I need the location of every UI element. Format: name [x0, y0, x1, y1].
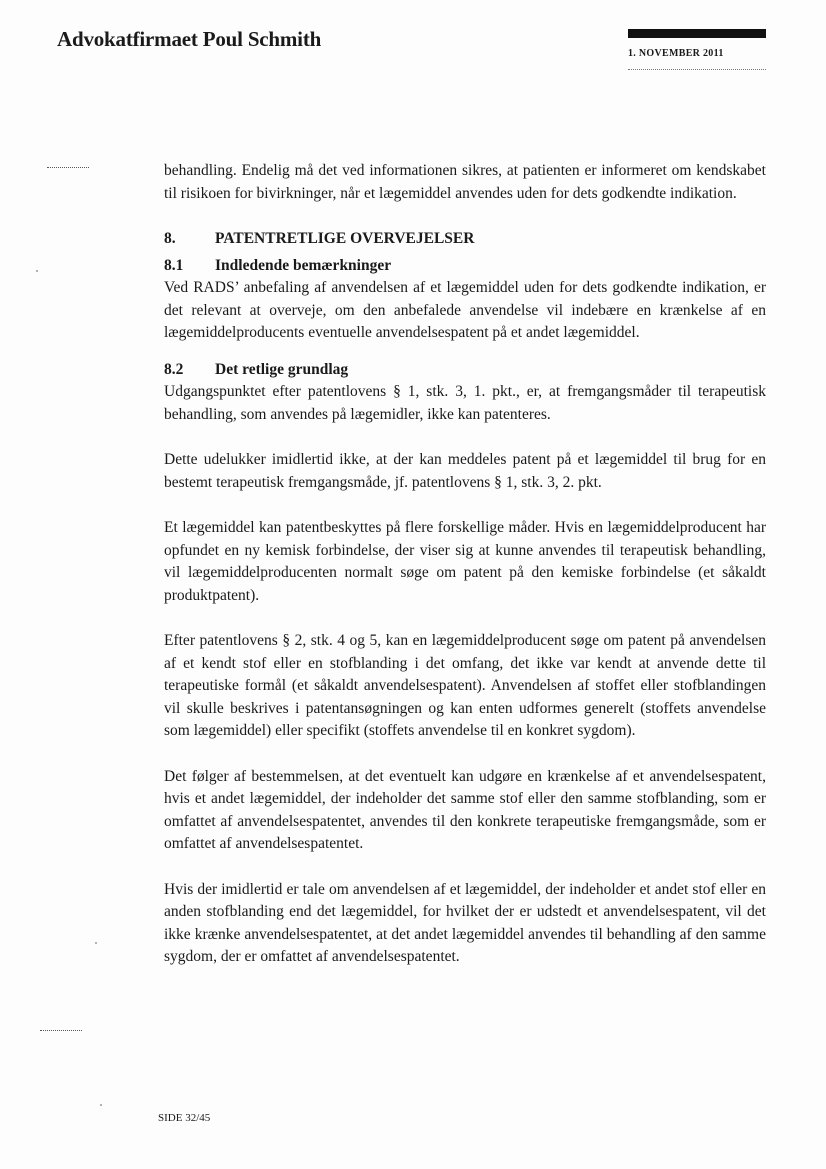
intro-paragraph: behandling. Endelig må det ved informationen sikres, at patienten er informeret om kendskabet til risikoen for bivirkninger, når et lægemiddel anvendes uden for dets godkendte indikation.	[164, 162, 766, 202]
page-number: SIDE 32/45	[158, 1112, 211, 1124]
document-date: 1. NOVEMBER 2011	[628, 48, 724, 59]
subsection-title: Det retlige grundlag	[215, 360, 349, 378]
header-bar	[628, 29, 766, 38]
subsection-heading-8-2	[164, 359, 766, 382]
paragraph-8-2-4: Efter patentlovens § 2, stk. 4 og 5, kan en lægemiddelproducent søge om patent på anvendelsen af et kendt stof eller en stofblanding i det omfang, det ikke var kendt at anvende dette til terapeutiske formål (et såkaldt anvendelsespatent). Anvendelsen af stoffet eller stofblandingen vil skulle beskrives i patentansøgningen og kan enten udformes generelt (stoffets anvendelse som lægemiddel) eller specifikt (stoffets anvendelse til en konkret sygdom).	[164, 632, 766, 739]
scan-speck	[95, 942, 97, 944]
firm-name: Advokatfirmaet Poul Schmith	[57, 27, 322, 51]
paragraph-8-1: Ved RADS’ anbefaling af anvendelsen af et lægemiddel uden for dets godkendte indikation, er det relevant at overveje, om den anbefalede anvendelse vil indebære en krænkelse af en lægemiddelproducents eventuelle anvendelsespatent på et andet lægemiddel.	[164, 279, 766, 341]
subsection-title: Indledende bemærkninger	[215, 256, 392, 274]
section-title: PATENTRETLIGE OVERVEJELSER	[215, 230, 475, 247]
paragraph-8-2-6: Hvis der imidlertid er tale om anvendelsen af et lægemiddel, der indeholder et andet stof eller en anden stofblanding end det lægemiddel, for hvilket der er udstedt et anvendelsespatent, vil det ikke krænke anvendelsespatentet, at det andet lægemiddel anvendes til behandling af den samme sygdom, der er omfattet af anvendelsespatentet.	[164, 880, 766, 965]
scan-speck	[36, 270, 38, 272]
subsection-heading-8-1	[164, 255, 766, 278]
subsection-number: 8.2	[164, 360, 184, 378]
scan-speck	[100, 1104, 102, 1106]
section-number: 8.	[164, 230, 176, 247]
paragraph-8-2-3: Et lægemiddel kan patentbeskyttes på flere forskellige måder. Hvis en lægemiddelproducent har opfundet en ny kemisk forbindelse, der viser sig at kunne anvendes til terapeutisk behandling, vil lægemiddelproducenten normalt søge om patent på den kemiske forbindelse (et såkaldt produktpatent).	[164, 519, 766, 604]
header-dotted-rule	[628, 69, 766, 70]
section-heading	[164, 228, 766, 251]
paragraph-8-2-1: Udgangspunktet efter patentlovens § 1, stk. 3, 1. pkt., er, at fremgangsmåder til terapeutisk behandling, som anvendes på lægemidler, ikke kan patenteres.	[164, 383, 766, 423]
paragraph-8-2-2: Dette udelukker imidlertid ikke, at der kan meddeles patent på et lægemiddel til brug for en bestemt terapeutisk fremgangsmåde, jf. patentlovens § 1, stk. 3, 2. pkt.	[164, 451, 766, 491]
margin-marker-bottom	[40, 1030, 82, 1031]
margin-marker-top	[47, 167, 89, 168]
subsection-number: 8.1	[164, 256, 184, 274]
document-body	[164, 160, 766, 969]
paragraph-8-2-5: Det følger af bestemmelsen, at det eventuelt kan udgøre en krænkelse af et anvendelsespatent, hvis et andet lægemiddel, der indeholder det samme stof eller den samme stofblanding, som er omfattet af anvendelsespatentet, anvendes til den konkrete terapeutiske fremgangsmåde, som er omfattet af anvendelsespatentet.	[164, 767, 766, 852]
